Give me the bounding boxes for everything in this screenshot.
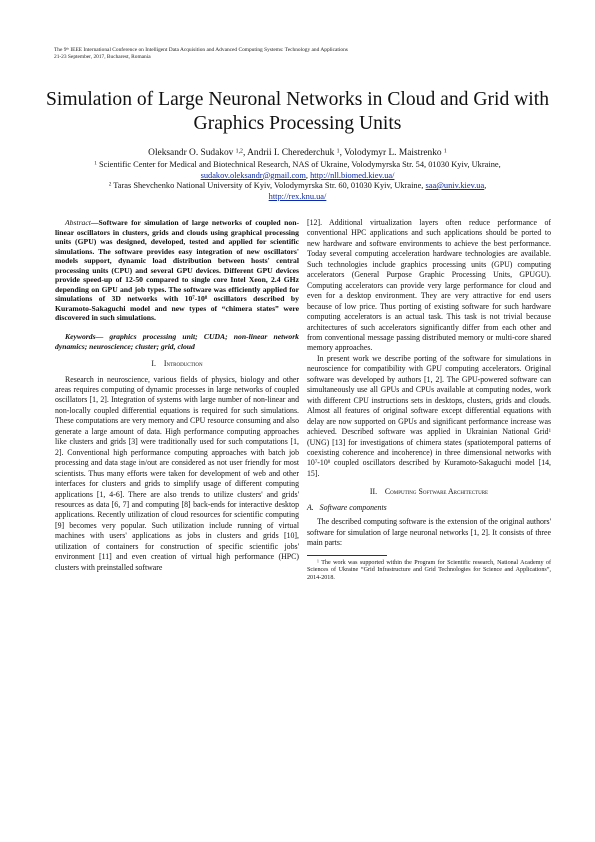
subsection-title: Software components (319, 502, 387, 512)
footnote-rule (307, 555, 387, 556)
email-link-2[interactable]: saa@univ.kiev.ua (425, 181, 485, 190)
subsection-label: A. (307, 502, 314, 512)
architecture-paragraph-1: The described computing software is the extension of the original authors' software for simulation of large neuronal networks [1, 2]. It consists of three main parts: (307, 517, 551, 548)
url-link-2[interactable]: http://rex.knu.ua/ (268, 191, 327, 201)
paper-title: Simulation of Large Neuronal Networks in Cloud and Grid with Graphics Processing Units (45, 89, 549, 134)
section-title: Introduction (163, 359, 203, 369)
author-block (40, 147, 555, 202)
intro-paragraph-1-continued: [12]. Additional virtualization layers often reduce performance of conventional HPC applications and such applications should be ported to new hardware and software environments to achieve the best performance. Today several computing acceleration hardware technologies are available. Such technologies include graphics processing units (GPU) computing accelerators (General Purpose Graphic Processing Units, GPUGU). Computing accelerators can provide very large performance for cloud and even for a desktop environment. They are very attractive for end users because of low price. Thus porting of existing software for such hardware computing accelerators is an actual task. This task is not trivial because architectures of such accelerators significantly differ from each other and from conventional message passing distributed memory or multi-core shared memory approaches. (307, 218, 551, 353)
left-column (55, 218, 299, 573)
section-heading-architecture (307, 487, 551, 497)
section-title: Computing Software Architecture (384, 487, 489, 497)
url-link-1[interactable]: http://nll.biomed.kiev.ua/ (310, 170, 395, 180)
right-column (307, 218, 551, 582)
intro-paragraph-1: Research in neuroscience, various fields of physics, biology and other areas requires computing of dynamic processes in large networks of coupled oscillators [1, 2]. Integration of systems with large number of non-linear and non-locally coupled differential equations is required for such simulations. These computations are very memory and CPU resource consuming and also generate a large amount of data. High performance computing approaches like clusters and grids [3] were traditionally used for such computations [1, 2]. Conventional high performance computing approaches with batch job processing and data stage in/out are considered as not user friendly for most scientists. Thus many efforts were taken for development of web and other interfaces for clusters and grids to simplify usage of different computing applications [1, 4-6]. There are also trends to utilize clusters' and grids' resources as data [6, 7] and computing [8] back-ends for interactive desktop applications. Recently utilization of cloud resources for scientific computing [9] becomes very popular. Such utilization include running of virtual machines with users' applications as jobs in clusters and grids [10], utilization of containers for construction of specific scientific jobs' environment [11] and even creation of virtual high performance (HPC) clusters with preinstalled software (55, 374, 299, 572)
conference-name: The 9th IEEE International Conference on Intelligent Data Acquisition and Advanced Computing Systems: Technology and Applications (54, 46, 348, 53)
conference-dates: 21-23 September, 2017, Bucharest, Romania (54, 54, 151, 60)
section-number: II. (369, 487, 378, 497)
intro-paragraph-2: In present work we describe porting of the software for simulations in neuroscience for compatibility with GPU computing accelerators. Original software was developed by authors [1, 2]. The GPU-powered software can simultaneously use all GPUs and CPUs available at computing nodes, work with different CPU instructions sets in desktops, clusters, grids and clouds. Almost all features of original software except differential equations with delay are now supported on GPUs and significant performance increase was achieved. Described software was applied in Ukrainian National Grid$^1$ (UNG) [13] for investigations of chimera states (spatiotemporal patterns of coexisting coherence and incoherence) in three dimensional networks with $10^7-10^8$ coupled oscillators described by Kuramoto-Sakaguchi model [14, 15]. (307, 353, 551, 478)
conference-header (54, 47, 348, 61)
subsection-heading (307, 503, 551, 513)
section-heading-introduction (55, 359, 299, 369)
footnote-text: The work was supported within the Program for Scientific research, National Academy of Sciences of Ukraine “Grid Infrastructure and Grid Technologies for Science and Applications”, 2014-2018. (307, 559, 552, 581)
affiliation-2: $^2$ Taras Shevchenko National University of Kyiv, Volodymyrska Str. 60, 01030 Kyiv, Ukraine, saa@univ.kiev.ua, http://rex.knu.ua/ (108, 181, 487, 201)
footnote-mark: 1 (317, 558, 319, 563)
author-names: Oleksandr O. Sudakov $^{1,2}$, Andrii I. Cherederchuk $^1$, Volodymyr L. Maistrenko $^1$ (148, 148, 447, 158)
keywords: Keywords— graphics processing unit; CUDA; non-linear network dynamics; neuroscience; cluster; grid, cloud (55, 332, 299, 351)
affiliation-1: $^1$ Scientific Center for Medical and Biotechnical Research, NAS of Ukraine, Volodymyrska Str. 54, 01030 Kyiv, Ukraine, sudakov.oleksandr@gmail.com, http://nll.biomed.kiev.ua/ (94, 160, 501, 180)
abstract: Abstract—Software for simulation of large networks of coupled non-linear oscillators in clusters, grids and clouds using graphical processing units (GPU) was designed, developed, tested and applied for scientific simulations. The software provides easy integration of new oscillators' models support, dynamic load distribution between hosts' central processing units (CPU) and several GPU devices. Different GPU devices provide speed-up of 12-50 compared to single core Intel Xeon, 2.4 GHz depending on GPU and job types. The software was efficiently applied for simulations of 3D networks with $10^7-10^8$ oscillators described by Kuramoto-Sakaguchi model and new types of “chimera states” were discovered in such simulations. (55, 218, 299, 323)
email-link-1[interactable]: sudakov.oleksandr@gmail.com (200, 170, 306, 180)
footnote (307, 560, 551, 583)
abstract-label: Abstract (65, 218, 91, 227)
section-number: I. (151, 359, 156, 369)
